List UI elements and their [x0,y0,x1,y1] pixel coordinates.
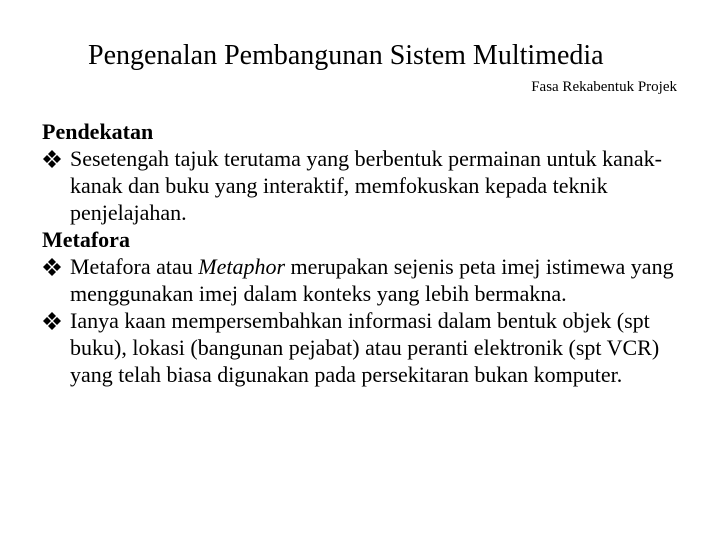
slide-content [42,118,692,388]
diamond-clover-bullet-icon [42,150,64,168]
bullet-item [42,253,692,307]
bullet-text-post: merupakan sejenis peta imej istimewa yang menggunakan imej dalam konteks yang lebih bermakna. [70,254,674,306]
bullet-text: Sesetengah tajuk terutama yang berbentuk permainan untuk kanak-kanak dan buku yang interaktif, memfokuskan kepada teknik penjelajahan. [70,146,662,225]
bullet-text-italic: Metaphor [198,254,286,279]
slide-title: Pengenalan Pembangunan Sistem Multimedia [88,40,604,71]
bullet-item [42,145,692,226]
section-heading-metafora: Metafora [42,227,130,252]
slide-subtitle: Fasa Rekabentuk Projek [531,79,677,95]
section-heading-pendekatan: Pendekatan [42,119,154,144]
diamond-clover-bullet-icon [42,312,64,330]
diamond-clover-bullet-icon [42,258,64,276]
bullet-item [42,307,692,388]
bullet-text: Ianya kaan mempersembahkan informasi dalam bentuk objek (spt buku), lokasi (bangunan pejabat) atau peranti elektronik (spt VCR) yang telah biasa digunakan pada persekitaran bukan komputer. [70,308,660,387]
bullet-text-pre: Metafora atau [70,254,199,279]
